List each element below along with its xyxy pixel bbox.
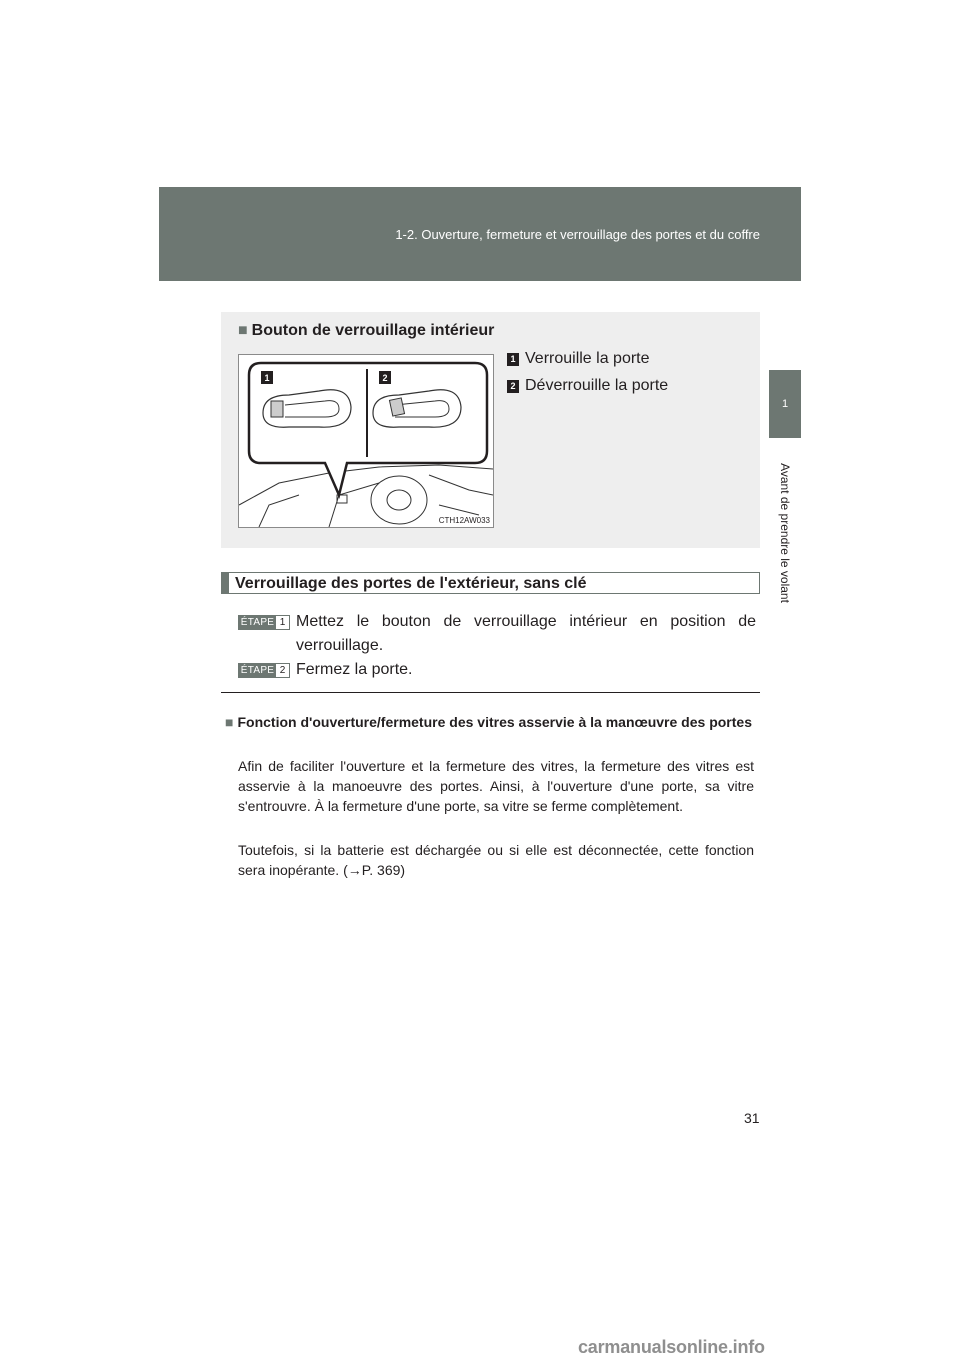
legend-text: Verrouille la porte — [525, 350, 650, 367]
info-box-title-text: Bouton de verrouillage intérieur — [251, 322, 495, 339]
door-lock-illustration — [238, 354, 494, 528]
step-text-1: Mettez le bouton de verrouillage intérieur en position de verrouillage. — [296, 613, 756, 654]
watermark: carmanualsonline.info — [578, 1337, 765, 1357]
number-badge-icon: 1 — [507, 353, 519, 366]
info-box-title — [238, 322, 494, 340]
number-badge-icon: 2 — [507, 380, 519, 393]
square-bullet-icon: ■ — [225, 714, 234, 730]
note-paragraph-1: Afin de faciliter l'ouverture et la fermeture des vitres, la fermeture des vitres est asservie à la manoeuvre des portes. Ainsi, à l'ouverture d'une porte, sa vitre s'entrouvre. À la fermeture d'une porte, sa vitre se ferme complètement. — [238, 758, 754, 814]
legend-text: Déverrouille la porte — [525, 377, 669, 394]
legend-item-1 — [507, 350, 650, 368]
step-number: 2 — [279, 665, 286, 676]
door-lock-drawing — [239, 355, 493, 527]
section-divider — [221, 692, 760, 693]
info-box — [221, 312, 760, 548]
illustration-code: CTH12AW033 — [438, 516, 490, 525]
step-badge-1 — [238, 615, 290, 630]
chapter-tab[interactable] — [769, 370, 801, 438]
step-label: ÉTAPE — [240, 617, 275, 628]
heading-accent — [222, 573, 229, 593]
step-badge-2 — [238, 663, 290, 678]
chapter-number: 1 — [781, 398, 789, 410]
section-heading-text: Verrouillage des portes de l'extérieur, sans clé — [235, 575, 587, 592]
header-title: 1-2. Ouverture, fermeture et verrouillage des portes et du coffre — [395, 227, 760, 242]
chapter-label: Avant de prendre le volant — [778, 463, 792, 603]
step-label: ÉTAPE — [240, 665, 275, 676]
square-bullet-icon: ■ — [238, 322, 248, 339]
note-title — [222, 712, 754, 732]
step-number: 1 — [279, 617, 286, 628]
note-paragraph-2: Toutefois, si la batterie est déchargée ou si elle est déconnectée, cette fonction sera inopérante. (→P. 369) — [238, 842, 754, 878]
note-title-text: Fonction d'ouverture/fermeture des vitres asservie à la manœuvre des portes — [237, 714, 752, 730]
section-heading — [221, 572, 760, 594]
illustration-badge-2: 2 — [382, 372, 388, 383]
legend-item-2 — [507, 377, 668, 395]
illustration-badge-1: 1 — [264, 372, 270, 383]
chapter-side-label — [771, 448, 799, 618]
header-bar — [159, 187, 801, 281]
step-text-2: Fermez la porte. — [296, 661, 413, 678]
page-number: 31 — [744, 1110, 760, 1126]
